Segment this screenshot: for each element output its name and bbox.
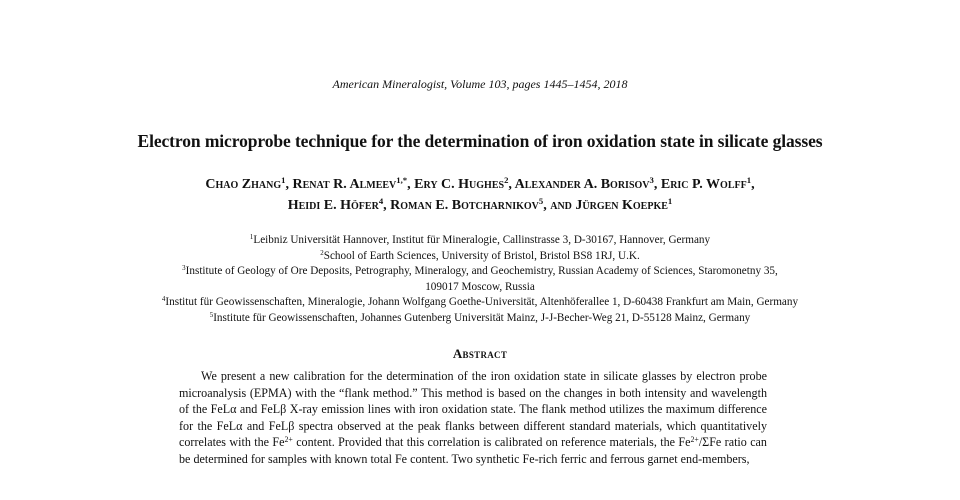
affiliation-2: $^2$School of Earth Sciences, University of Bristol, Bristol BS8 1RJ, U.K.	[320, 248, 640, 262]
author-7: Roman E. Botcharnikov$^5$,	[390, 196, 551, 213]
author-3: Ery C. Hughes$^2$,	[414, 175, 515, 192]
abstract-heading: Abstract	[452, 346, 508, 361]
affiliation-3: $^3$Institute of Geology of Ore Deposits, Petrography, Mineralogy, and Geochemistry, Russian Academy of Sciences, Staromonetny 35,	[182, 264, 778, 277]
paper-title: Electron microprobe technique for the determination of iron oxidation state in silicate glasses	[137, 131, 823, 151]
affiliation-1: $^1$Leibniz Universität Hannover, Institut für Mineralogie, Callinstrasse 3, D-30167, Hannover, Germany	[249, 233, 711, 246]
affiliation-4: $^4$Institut für Geowissenschaften, Mineralogie, Johann Wolfgang Goethe-Universität, Altenhöferallee 1, D-60438 Frankfurt am Main, Germany	[161, 295, 799, 308]
affiliation-3-continued: 109017 Moscow, Russia	[425, 280, 535, 293]
affiliation-5: $^5$Institute für Geowissenschaften, Johannes Gutenberg Universität Mainz, J-J-Becher-Weg 21, D-55128 Mainz, Germany	[209, 310, 751, 324]
journal-citation: American Mineralogist, Volume 103, pages 1445–1454, 2018	[332, 77, 628, 91]
author-5: Eric P. Wolff$^1$,	[660, 175, 755, 192]
author-4: Alexander A. Borisov$^3$,	[514, 175, 661, 192]
author-8: and Jürgen Koepke$^1$	[550, 196, 673, 213]
abstract-body	[179, 368, 767, 467]
author-list	[40, 174, 920, 216]
author-6: Heidi E. Höfer$^4$,	[287, 196, 391, 213]
abstract-paragraph: We present a new calibration for the determination of the iron oxidation state in silicate glasses by electron probe microanalysis (EPMA) with the “flank method.” This method is based on the changes in both intensity and wavelength of the FeLα and FeLβ X-ray emission lines with iron oxidation state. The flank method utilizes the maximum difference for the FeLα and FeLβ spectra observed at the peak flanks between different standard materials, which quantitatively correlates with the $Fe^{2+}$ content. Provided that this correlation is calibrated on reference materials, the $Fe^{2+}$/ΣFe ratio can be determined for samples with known total Fe content. Two synthetic Fe-rich ferric and ferrous garnet end-members,	[179, 369, 767, 466]
author-1: Chao Zhang$^1$,	[205, 175, 293, 192]
affiliations	[60, 233, 900, 326]
author-2: Renat R. Almeev$^{1,*}$,	[292, 175, 415, 192]
